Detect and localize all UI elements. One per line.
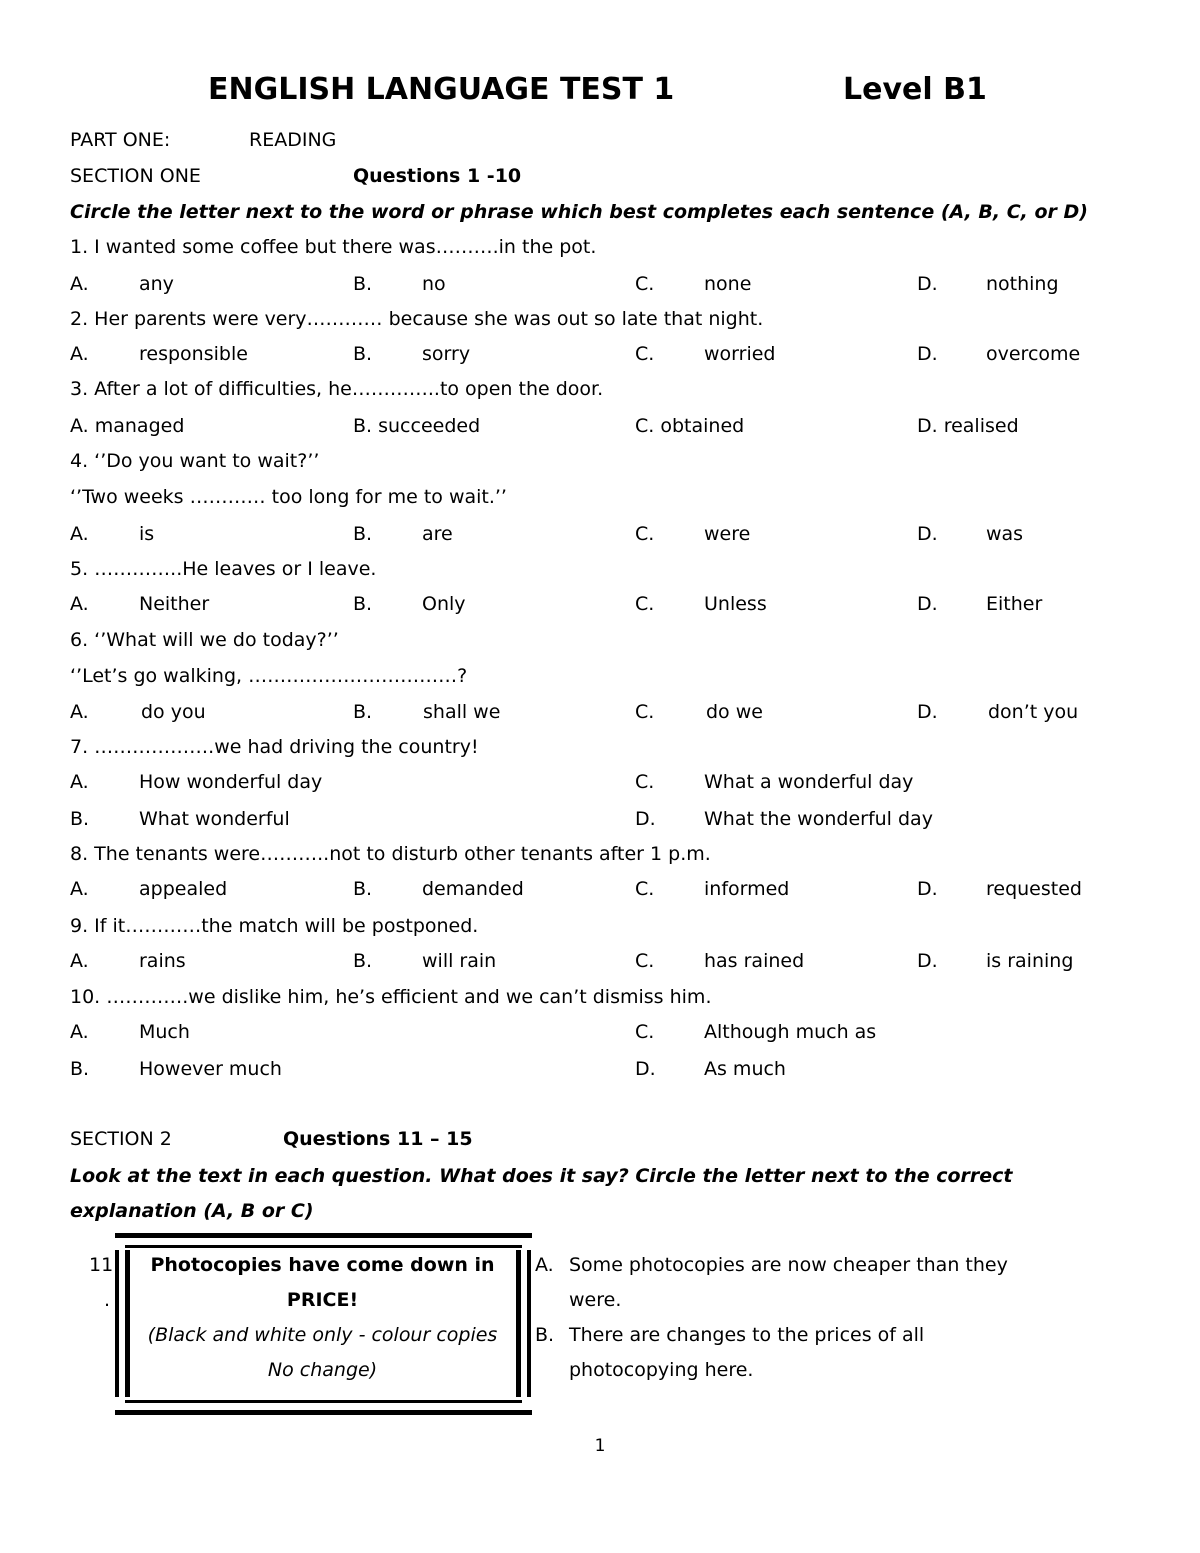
option-letter-a: A. bbox=[70, 523, 89, 545]
option-b: Only bbox=[422, 593, 466, 615]
option-a: rains bbox=[139, 950, 186, 972]
option-b: demanded bbox=[422, 878, 524, 900]
section1-heading bbox=[70, 163, 522, 189]
question-2: 2. Her parents were very………… because she was out so late that night. bbox=[70, 308, 764, 330]
option-letter-d: D. bbox=[917, 878, 938, 900]
option-letter-d: D. bbox=[917, 950, 938, 972]
notice-line-3: (Black and white only - colour copies bbox=[147, 1324, 498, 1346]
part-label: PART ONE: bbox=[70, 129, 171, 151]
q11-option-letter-a: A. bbox=[535, 1254, 554, 1276]
option-d: was bbox=[986, 523, 1024, 545]
section2-questions: Questions 11 – 15 bbox=[283, 1128, 473, 1150]
option-d: is raining bbox=[986, 950, 1074, 972]
option-d: As much bbox=[704, 1058, 786, 1080]
option-d: requested bbox=[986, 878, 1082, 900]
q11-option-letter-b: B. bbox=[535, 1324, 555, 1346]
option-a: How wonderful day bbox=[139, 771, 323, 793]
option-a: any bbox=[139, 273, 174, 295]
section2-instruction-line-1: Look at the text in each question. What does it say? Circle the letter next to the correct bbox=[70, 1165, 1013, 1187]
option-letter-b: B. bbox=[353, 273, 373, 295]
option-d: D. realised bbox=[917, 415, 1019, 437]
option-c: has rained bbox=[704, 950, 805, 972]
option-a: is bbox=[139, 523, 155, 545]
option-letter-c: C. bbox=[635, 701, 655, 723]
option-a: appealed bbox=[139, 878, 228, 900]
option-c: were bbox=[704, 523, 751, 545]
option-letter-d: D. bbox=[917, 273, 938, 295]
option-letter-d: D. bbox=[917, 343, 938, 365]
option-letter-c: C. bbox=[635, 343, 655, 365]
option-letter-a: A. bbox=[70, 878, 89, 900]
question-4: 4. ‘’Do you want to wait?’’ bbox=[70, 450, 320, 472]
option-c: none bbox=[704, 273, 752, 295]
question-7: 7. ……………….we had driving the country! bbox=[70, 736, 479, 758]
option-letter-a: A. bbox=[70, 950, 89, 972]
question-5: 5. …………..He leaves or I leave. bbox=[70, 558, 377, 580]
notice-border-right-inner bbox=[516, 1250, 521, 1397]
option-letter-c: C. bbox=[635, 1021, 655, 1043]
notice-border-bottom-inner bbox=[125, 1400, 522, 1403]
option-letter-b: B. bbox=[353, 523, 373, 545]
option-letter-c: C. bbox=[635, 950, 655, 972]
option-b: B. succeeded bbox=[353, 415, 481, 437]
notice-border-left-inner bbox=[125, 1250, 130, 1397]
option-letter-b: B. bbox=[353, 878, 373, 900]
section1-instruction: Circle the letter next to the word or phrase which best completes each sentence (A, B, C, or D) bbox=[70, 201, 1088, 223]
option-letter-d: D. bbox=[635, 808, 656, 830]
q11-option-a-line-2: were. bbox=[569, 1289, 622, 1311]
option-a: A. managed bbox=[70, 415, 185, 437]
option-letter-d: D. bbox=[917, 701, 938, 723]
test-title: ENGLISH LANGUAGE TEST 1 bbox=[208, 72, 675, 107]
option-a: do you bbox=[141, 701, 206, 723]
option-b: are bbox=[422, 523, 453, 545]
question-11-number: 11 bbox=[89, 1254, 114, 1276]
option-letter-c: C. bbox=[635, 878, 655, 900]
question-6: 6. ‘’What will we do today?’’ bbox=[70, 629, 339, 651]
option-letter-a: A. bbox=[70, 273, 89, 295]
option-b: What wonderful bbox=[139, 808, 290, 830]
option-letter-c: C. bbox=[635, 523, 655, 545]
option-a: Neither bbox=[139, 593, 210, 615]
option-c: Unless bbox=[704, 593, 767, 615]
question-8: 8. The tenants were………..not to disturb other tenants after 1 p.m. bbox=[70, 843, 711, 865]
question-6-line-2: ‘’Let’s go walking, ……………………………? bbox=[70, 665, 468, 687]
option-letter-b: B. bbox=[70, 1058, 90, 1080]
option-letter-b: B. bbox=[353, 593, 373, 615]
notice-line-4: No change) bbox=[267, 1359, 378, 1381]
option-letter-a: A. bbox=[70, 343, 89, 365]
section2-instruction-line-2: explanation (A, B or C) bbox=[70, 1200, 314, 1222]
question-4-line-2: ‘’Two weeks ………… too long for me to wait.’’ bbox=[70, 486, 507, 508]
question-3: 3. After a lot of difficulties, he…………..to open the door. bbox=[70, 378, 604, 400]
option-letter-d: D. bbox=[917, 523, 938, 545]
question-1: 1. I wanted some coffee but there was……….in the pot. bbox=[70, 236, 597, 258]
option-letter-c: C. bbox=[635, 771, 655, 793]
option-d: Either bbox=[986, 593, 1043, 615]
option-letter-a: A. bbox=[70, 771, 89, 793]
option-letter-b: B. bbox=[353, 950, 373, 972]
option-letter-a: A. bbox=[70, 701, 89, 723]
option-letter-d: D. bbox=[917, 593, 938, 615]
option-c: worried bbox=[704, 343, 776, 365]
q11-option-a-line-1: Some photocopies are now cheaper than they bbox=[569, 1254, 1008, 1276]
option-c: Although much as bbox=[704, 1021, 877, 1043]
section2-heading bbox=[70, 1126, 473, 1152]
section1-label: SECTION ONE bbox=[70, 165, 201, 187]
option-letter-a: A. bbox=[70, 593, 89, 615]
option-letter-b: B. bbox=[353, 343, 373, 365]
notice-border-bottom bbox=[115, 1410, 532, 1415]
option-d: nothing bbox=[986, 273, 1059, 295]
option-a: Much bbox=[139, 1021, 190, 1043]
section1-questions: Questions 1 -10 bbox=[353, 165, 522, 187]
option-a: responsible bbox=[139, 343, 248, 365]
section2-label: SECTION 2 bbox=[70, 1128, 172, 1150]
option-b: no bbox=[422, 273, 446, 295]
notice-line-1: Photocopies have come down in bbox=[150, 1254, 495, 1276]
option-letter-c: C. bbox=[635, 273, 655, 295]
question-11-dot: . bbox=[104, 1289, 111, 1311]
option-b: shall we bbox=[423, 701, 501, 723]
question-10: 10. ………….we dislike him, he’s efficient and we can’t dismiss him. bbox=[70, 986, 712, 1008]
option-c: What a wonderful day bbox=[704, 771, 914, 793]
page-number: 1 bbox=[594, 1436, 606, 1456]
notice-border-top bbox=[115, 1233, 532, 1238]
test-level: Level B1 bbox=[843, 72, 987, 107]
option-letter-a: A. bbox=[70, 1021, 89, 1043]
notice-border-left bbox=[115, 1250, 119, 1397]
option-letter-b: B. bbox=[70, 808, 90, 830]
option-c: do we bbox=[706, 701, 763, 723]
notice-border-right bbox=[527, 1250, 531, 1397]
option-d: What the wonderful day bbox=[704, 808, 933, 830]
option-d: don’t you bbox=[988, 701, 1079, 723]
option-letter-d: D. bbox=[635, 1058, 656, 1080]
option-letter-c: C. bbox=[635, 593, 655, 615]
option-letter-b: B. bbox=[353, 701, 373, 723]
option-b: sorry bbox=[422, 343, 471, 365]
question-9: 9. If it…………the match will be postponed. bbox=[70, 915, 479, 937]
option-c: informed bbox=[704, 878, 790, 900]
part-name: READING bbox=[249, 129, 337, 151]
option-c: C. obtained bbox=[635, 415, 745, 437]
q11-option-b-line-2: photocopying here. bbox=[569, 1359, 754, 1381]
notice-line-2: PRICE! bbox=[286, 1289, 359, 1311]
option-d: overcome bbox=[986, 343, 1081, 365]
option-b: However much bbox=[139, 1058, 282, 1080]
part-heading bbox=[70, 127, 337, 153]
option-b: will rain bbox=[422, 950, 497, 972]
q11-option-b-line-1: There are changes to the prices of all bbox=[569, 1324, 925, 1346]
